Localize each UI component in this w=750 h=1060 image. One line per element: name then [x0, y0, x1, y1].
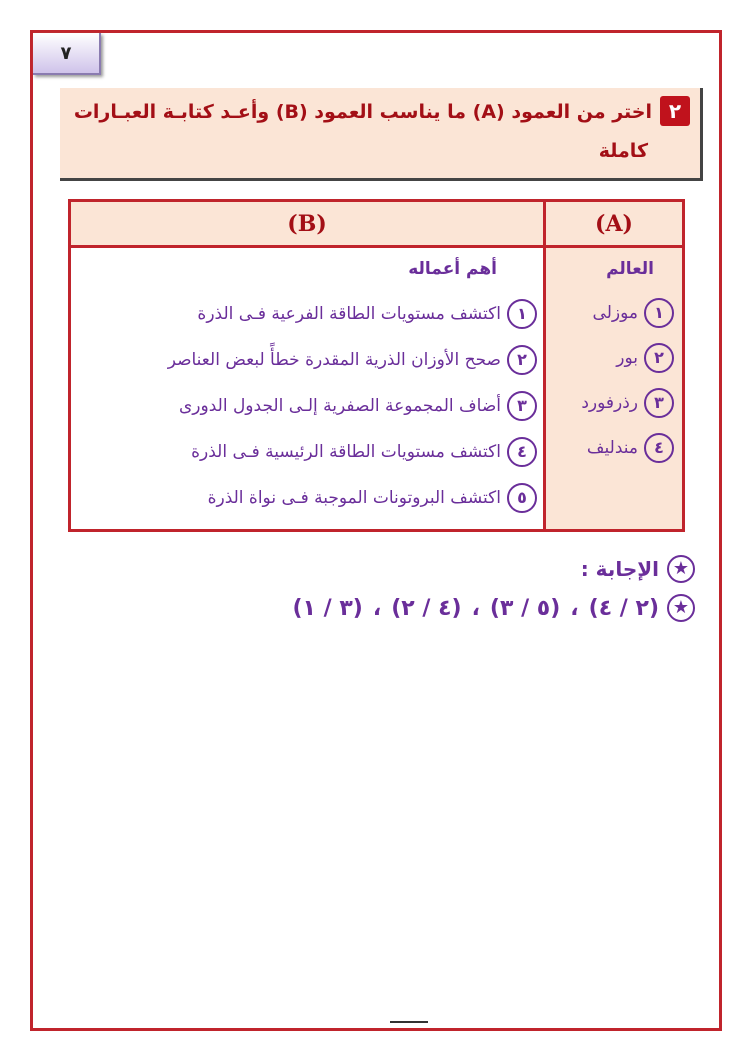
column-a-item [593, 298, 674, 328]
scientist-name: رذرفورد [581, 393, 638, 413]
scientist-name: موزلى [592, 303, 638, 323]
scientist-name: مندليف [586, 438, 638, 458]
column-b-item [168, 345, 537, 375]
star-bullet-icon: ★ [667, 555, 695, 583]
number-circle: ١ [507, 299, 537, 329]
achievement-text: صحح الأوزان الذرية المقدرة خطأً لبعض العناصر [167, 350, 501, 370]
column-a-title: العالم [606, 259, 654, 279]
column-a-item [587, 433, 674, 463]
header-b: (B) [71, 202, 543, 248]
scientist-name: بور [616, 348, 638, 368]
question-banner [60, 88, 703, 181]
separator: ، [570, 595, 579, 621]
column-a-item [581, 388, 674, 418]
number-circle: ١ [644, 298, 674, 328]
number-circle: ٣ [507, 391, 537, 421]
achievement-text: أضاف المجموعة الصفرية إلـى الجدول الدورى [179, 396, 501, 416]
column-b-item [179, 391, 537, 421]
answer-pair: (٢ / ٤) [588, 595, 659, 621]
number-circle: ٤ [644, 433, 674, 463]
separator: ، [471, 595, 480, 621]
number-circle: ٥ [507, 483, 537, 513]
answer-row [292, 594, 695, 622]
number-circle: ٤ [507, 437, 537, 467]
achievement-text: اكتشف مستويات الطاقة الفرعية فـى الذرة [197, 304, 501, 324]
separator: ، [372, 595, 382, 621]
answer-label: الإجابة : [580, 557, 659, 581]
question-text: اختر من العمود (A) ما يناسب العمود (B) وأعـد كتابـة العبـارات [73, 101, 652, 123]
number-circle: ٣ [644, 388, 674, 418]
number-circle: ٢ [644, 343, 674, 373]
page-number: ٧ [33, 33, 101, 75]
answer-pair: (٥ / ٣) [489, 595, 561, 621]
star-bullet-icon: ★ [667, 594, 695, 622]
achievement-text: اكتشف مستويات الطاقة الرئيسية فـى الذرة [191, 442, 501, 462]
question-line-1 [74, 96, 690, 126]
question-line-2: كاملة [598, 140, 648, 162]
matching-table [68, 199, 685, 532]
column-b-item [208, 483, 537, 513]
number-circle: ٢ [507, 345, 537, 375]
column-a-item [616, 343, 674, 373]
question-number: ٢ [660, 96, 690, 126]
header-a: (A) [546, 202, 682, 248]
footer-line [390, 1021, 428, 1023]
achievement-text: اكتشف البروتونات الموجبة فـى نواة الذرة [207, 488, 501, 508]
column-b-item [191, 437, 537, 467]
column-b-title: أهم أعماله [408, 259, 497, 279]
column-b-item [197, 299, 537, 329]
answer-pairs [292, 596, 659, 621]
answer-pair: (٤ / ٢) [391, 595, 462, 621]
answer-pair: (٣ / ١) [292, 595, 363, 621]
answer-label-row [581, 555, 695, 583]
